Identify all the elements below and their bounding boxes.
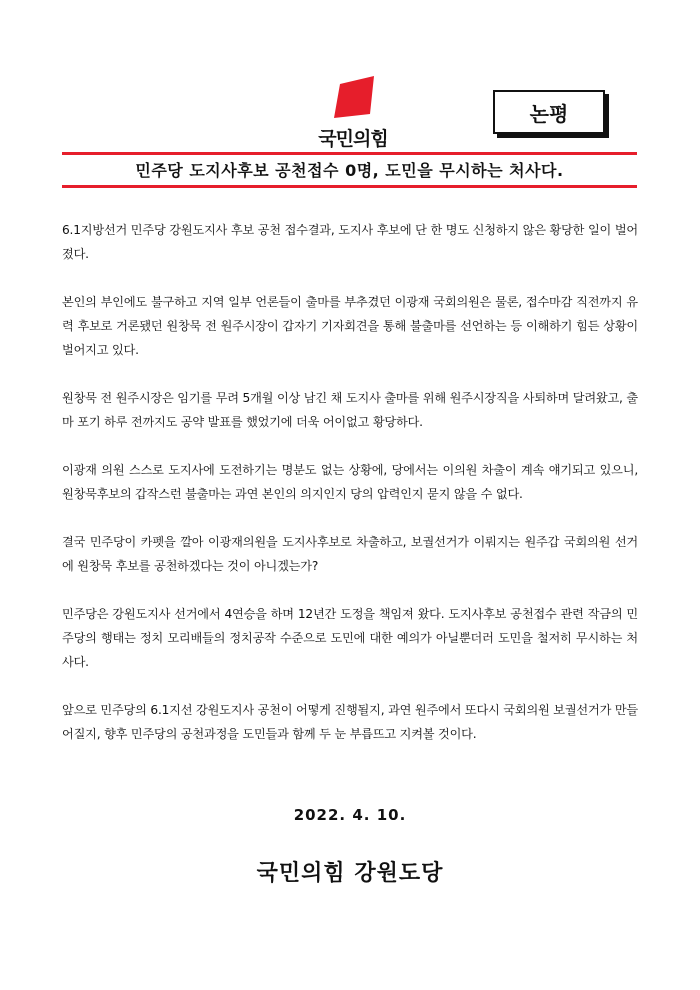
headline-top-rule [62, 152, 637, 155]
paragraph: 본인의 부인에도 불구하고 지역 일부 언론들이 출마를 부추겼던 이광재 국회의원은 물론, 접수마감 직전까지 유력 후보로 거론됐던 원창묵 전 원주시장이 갑자기 기자회견을 통해 불출마를 선언하는 등 이해하기 힘든 상황이 벌어지고 있다. [62, 295, 638, 357]
statement-body [62, 218, 638, 770]
headline: 민주당 도지사후보 공천접수 0명, 도민을 무시하는 처사다. [135, 161, 564, 180]
statement-date: 2022. 4. 10. [293, 806, 407, 824]
paragraph: 결국 민주당이 카펫을 깔아 이광재의원을 도지사후보로 차출하고, 보궐선거가 이뤄지는 원주갑 국회의원 선거에 원창묵 후보를 공천하겠다는 것이 아니겠는가? [62, 535, 638, 573]
paragraph: 원창묵 전 원주시장은 임기를 무려 5개월 이상 남긴 채 도지사 출마를 위해 원주시장직을 사퇴하며 달려왔고, 출마 포기 하루 전까지도 공약 발표를 했었기에 더욱 어이없고 황당하다. [62, 391, 638, 429]
document-type-badge: 논평 [493, 90, 605, 134]
party-logo-text: 국민의힘 [318, 128, 388, 150]
issuing-organization: 국민의힘 강원도당 [256, 861, 444, 886]
party-logo-icon [330, 74, 376, 120]
paragraph: 앞으로 민주당의 6.1지선 강원도지사 공천이 어떻게 진행될지, 과연 원주에서 또다시 국회의원 보궐선거가 만들어질지, 향후 민주당의 공천과정을 도민들과 함께 두 눈 부릅뜨고 지켜볼 것이다. [62, 703, 638, 741]
party-logo [300, 74, 420, 154]
paragraph: 6.1지방선거 민주당 강원도지사 후보 공천 접수결과, 도지사 후보에 단 한 명도 신청하지 않은 황당한 일이 벌어졌다. [62, 223, 638, 261]
headline-bottom-rule [62, 185, 637, 188]
paragraph: 이광재 의원 스스로 도지사에 도전하기는 명분도 없는 상황에, 당에서는 이의원 차출이 계속 얘기되고 있으니, 원창묵후보의 갑작스런 불출마는 과연 본인의 의지인지 당의 압력인지 묻지 않을 수 없다. [62, 463, 638, 501]
paragraph: 민주당은 강원도지사 선거에서 4연승을 하며 12년간 도정을 책임져 왔다. 도지사후보 공천접수 관련 작금의 민주당의 행태는 정치 모리배들의 정치공작 수준으로 도민에 대한 예의가 아닐뿐더러 도민을 철저히 무시하는 처사다. [62, 607, 638, 669]
